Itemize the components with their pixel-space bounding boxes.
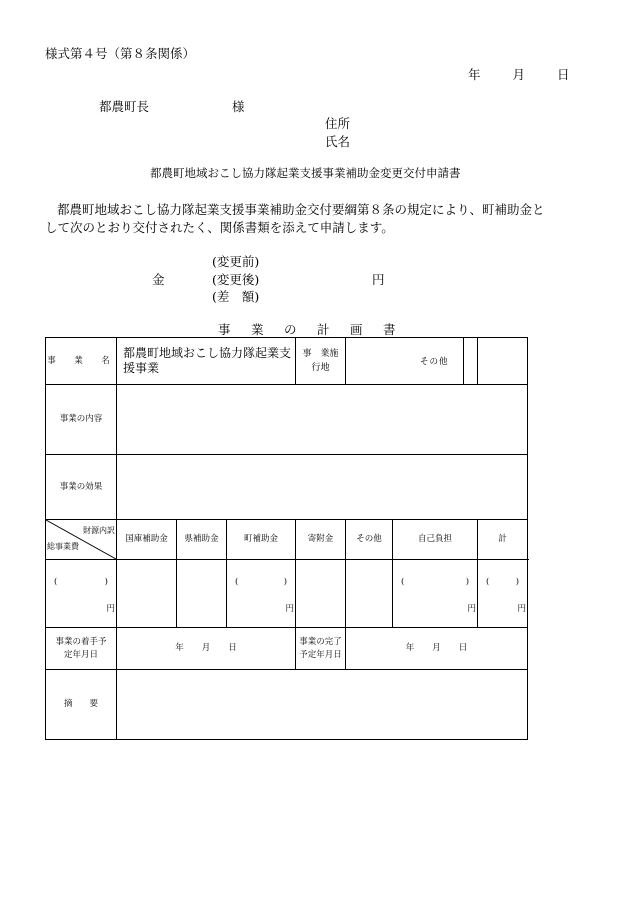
start-date-label: 事業の着手予定年月日	[46, 628, 117, 670]
content-value[interactable]	[117, 385, 528, 455]
funding-breakdown-label: 財源内訳	[83, 526, 115, 535]
row-project-name	[46, 338, 528, 385]
end-date-label: 事業の完了予定年月日	[296, 628, 346, 670]
body-line-1: 都農町地域おこし協力隊起業支援事業補助金交付要綱第８条の規定により、町補助金と	[57, 202, 545, 217]
col-donation: 寄附金	[296, 520, 346, 560]
effect-label: 事業の効果	[46, 455, 117, 520]
row-funding-header	[46, 520, 528, 560]
date-month: 月	[512, 67, 526, 82]
prefecture-amount[interactable]	[177, 560, 227, 628]
amount-label: 金	[152, 272, 165, 287]
row-amounts	[46, 560, 528, 628]
col-total: 計	[478, 520, 528, 560]
project-name-label: 事 業 名	[46, 338, 117, 385]
total-cost-amount[interactable]: ( ) 円	[46, 560, 117, 628]
body-line-2: して次のとおり交付されたく、関係書類を添えて申請します。	[45, 220, 394, 235]
row-content	[46, 385, 528, 455]
addressee: 都農町長	[99, 99, 150, 114]
funding-header-corner	[46, 520, 117, 560]
col-prefecture: 県補助金	[177, 520, 227, 560]
row-schedule	[46, 628, 528, 670]
amount-diff: (差 額)	[212, 289, 260, 304]
row-remarks	[46, 670, 528, 740]
row-effect	[46, 455, 528, 520]
other-amount[interactable]	[346, 560, 393, 628]
other-label-cell	[464, 338, 478, 385]
total-amount[interactable]: ( ) 円	[478, 560, 528, 628]
other-label: その他	[420, 357, 449, 367]
other-value[interactable]	[478, 338, 528, 385]
location-label: 事 業施行地	[296, 338, 346, 385]
town-amount[interactable]: ( ) 円	[227, 560, 296, 628]
content-label: 事業の内容	[46, 385, 117, 455]
project-name-value[interactable]: 都農町地域おこし協力隊起業支援事業	[117, 338, 296, 385]
self-amount[interactable]: ( ) 円	[393, 560, 478, 628]
remarks-label: 摘 要	[46, 670, 117, 740]
col-town: 町補助金	[227, 520, 296, 560]
effect-value[interactable]	[117, 455, 528, 520]
end-date-value[interactable]: 年 月 日	[346, 628, 528, 670]
col-other: その他	[346, 520, 393, 560]
form-number: 様式第４号（第８条関係）	[45, 46, 196, 61]
total-cost-label: 総事業費	[47, 542, 79, 551]
application-date	[468, 65, 570, 83]
date-day: 日	[557, 67, 570, 82]
start-date-value[interactable]: 年 月 日	[117, 628, 296, 670]
honorific: 様	[232, 99, 245, 114]
date-year: 年	[468, 67, 481, 82]
plan-table	[45, 337, 528, 740]
name-label: 氏名	[325, 134, 351, 149]
plan-heading: 事 業 の 計 画 書	[218, 322, 400, 337]
col-national: 国庫補助金	[117, 520, 177, 560]
amount-unit: 円	[372, 272, 385, 287]
national-amount[interactable]	[117, 560, 177, 628]
col-self: 自己負担	[393, 520, 478, 560]
remarks-value[interactable]	[117, 670, 528, 740]
donation-amount[interactable]	[296, 560, 346, 628]
amount-after: (変更後)	[212, 272, 260, 287]
document-title: 都農町地域おこし協力隊起業支援事業補助金変更交付申請書	[150, 166, 461, 180]
amount-before: (変更前)	[212, 254, 260, 269]
address-label: 住所	[325, 116, 351, 131]
